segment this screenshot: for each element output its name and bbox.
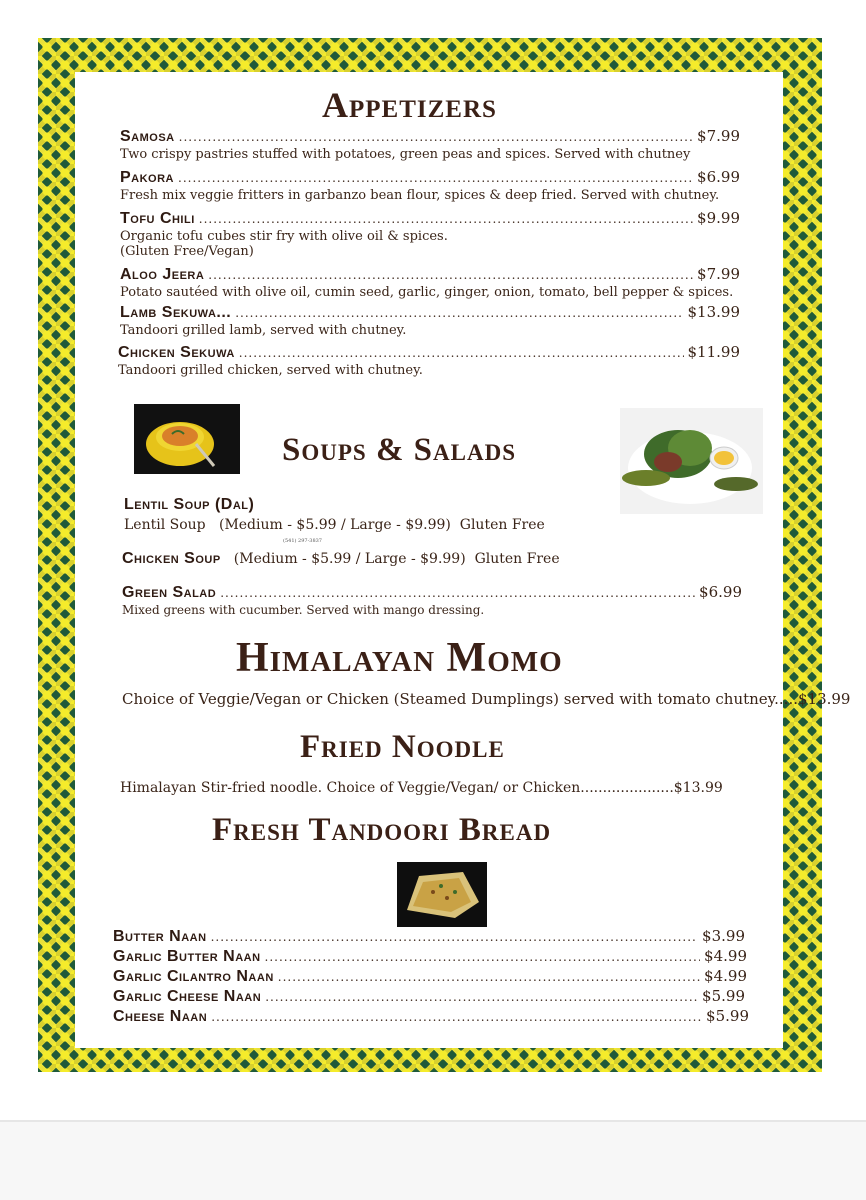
menu-item bbox=[120, 168, 740, 203]
item-description: Tandoori grilled chicken, served with chutney. bbox=[118, 363, 423, 378]
item-name: Garlic Cheese Naan bbox=[113, 988, 262, 1005]
chicken-soup-item bbox=[122, 548, 560, 568]
leader-dots bbox=[211, 930, 698, 944]
leader-dots bbox=[220, 586, 695, 600]
leader-dots bbox=[265, 990, 698, 1004]
item-description: Fresh mix veggie fritters in garbanzo bean flour, spices & deep fried. Served with chutney. bbox=[120, 188, 720, 203]
item-name: Butter Naan bbox=[113, 928, 207, 945]
soups-salads-heading: Soups & Salads bbox=[282, 432, 516, 468]
menu-item bbox=[120, 127, 740, 162]
soup-photo bbox=[134, 404, 240, 474]
item-name: Samosa bbox=[120, 128, 175, 145]
leader-dots bbox=[178, 171, 693, 185]
item-description: Two crispy pastries stuffed with potatoes, green peas and spices. Served with chutney bbox=[120, 147, 691, 162]
leader-dots bbox=[211, 1010, 702, 1024]
leader-dots bbox=[208, 268, 693, 282]
lentil-soup-item bbox=[124, 494, 254, 514]
leader-dots bbox=[199, 212, 693, 226]
item-name: Cheese Naan bbox=[113, 1008, 208, 1025]
momo-description: Choice of Veggie/Vegan or Chicken (Steamed Dumplings) served with tomato chutney.....$13.99 bbox=[122, 690, 851, 708]
item-price: $7.99 bbox=[697, 127, 740, 145]
leader-dots bbox=[235, 306, 683, 320]
item-name: Aloo Jeera bbox=[120, 266, 205, 283]
tandoori-bread-heading: Fresh Tandoori Bread bbox=[212, 812, 552, 848]
item-description: Mixed greens with cucumber. Served with mango dressing. bbox=[122, 603, 485, 617]
noodle-description: Himalayan Stir-fried noodle. Choice of Veggie/Vegan/ or Chicken.....................$13.99 bbox=[120, 780, 723, 796]
item-name: Garlic Butter Naan bbox=[113, 948, 261, 965]
leader-dots bbox=[179, 130, 693, 144]
item-price: $3.99 bbox=[702, 927, 745, 945]
fried-noodle-heading: Fried Noodle bbox=[300, 729, 505, 765]
leader-dots bbox=[265, 950, 701, 964]
phone-note: (541) 297-3837 bbox=[283, 538, 322, 544]
item-price: $5.99 bbox=[706, 1007, 749, 1025]
item-name: Lentil Soup (Dal) bbox=[124, 496, 255, 513]
item-name: Pakora bbox=[120, 169, 175, 186]
item-description: Organic tofu cubes stir fry with olive oil & spices. (Gluten Free/Vegan) bbox=[120, 229, 448, 259]
menu-item bbox=[120, 303, 740, 338]
menu-item bbox=[113, 987, 745, 1006]
item-price: $13.99 bbox=[687, 303, 740, 321]
menu-item bbox=[120, 265, 740, 300]
page-margin bbox=[0, 1122, 866, 1200]
item-name: Chicken Sekuwa bbox=[118, 344, 235, 361]
leader-dots bbox=[278, 970, 700, 984]
item-name: Lamb Sekuwa... bbox=[120, 304, 232, 321]
menu-item bbox=[122, 583, 742, 617]
item-price: $6.99 bbox=[697, 168, 740, 186]
item-price: $4.99 bbox=[704, 947, 747, 965]
item-name: Chicken Soup bbox=[122, 550, 221, 567]
menu-item bbox=[113, 947, 747, 966]
item-name: Garlic Cilantro Naan bbox=[113, 968, 274, 985]
salad-photo bbox=[620, 408, 763, 514]
menu-item bbox=[120, 209, 740, 259]
item-name: Tofu Chili bbox=[120, 210, 195, 227]
item-price: $6.99 bbox=[699, 583, 742, 601]
item-price: $7.99 bbox=[697, 265, 740, 283]
item-price: $9.99 bbox=[697, 209, 740, 227]
menu-item bbox=[113, 967, 747, 986]
naan-photo bbox=[397, 862, 487, 927]
item-description: Potato sautéed with olive oil, cumin seed, garlic, ginger, onion, tomato, bell pepper & spices. bbox=[120, 285, 734, 300]
item-description: Tandoori grilled lamb, served with chutney. bbox=[120, 323, 407, 338]
item-name: Green Salad bbox=[122, 584, 217, 601]
lentil-soup-detail: Lentil Soup (Medium - $5.99 / Large - $9.99) Gluten Free bbox=[124, 517, 545, 533]
item-price: $11.99 bbox=[687, 343, 740, 361]
himalayan-momo-heading: Himalayan Momo bbox=[236, 635, 563, 681]
item-price: $5.99 bbox=[702, 987, 745, 1005]
item-price: $4.99 bbox=[704, 967, 747, 985]
appetizers-heading: Appetizers bbox=[322, 85, 497, 125]
menu-item bbox=[113, 1007, 749, 1026]
item-detail: (Medium - $5.99 / Large - $9.99) Gluten Free bbox=[233, 551, 560, 567]
menu-item bbox=[118, 343, 740, 378]
leader-dots bbox=[239, 346, 684, 360]
menu-item bbox=[113, 927, 745, 946]
